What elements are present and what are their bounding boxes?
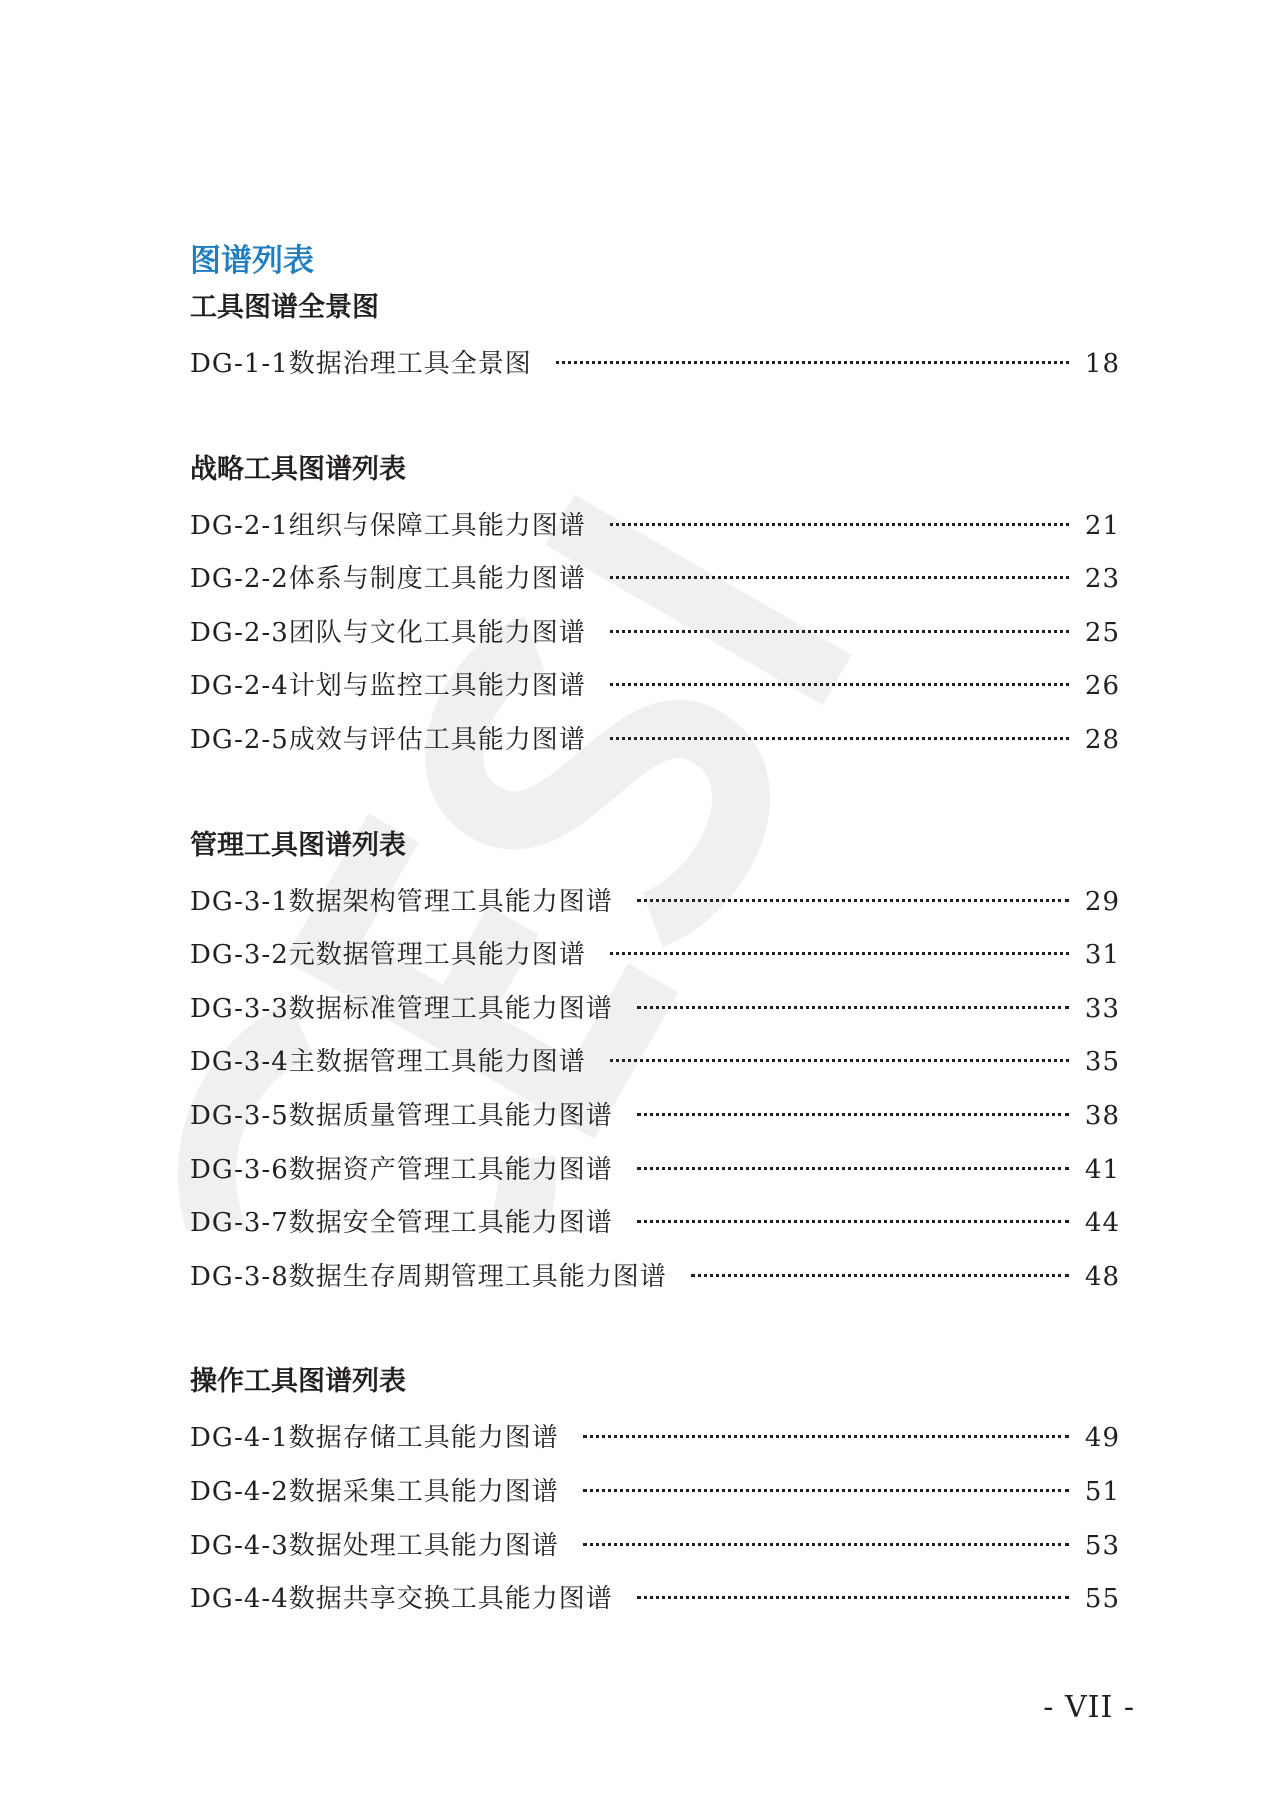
toc-entry[interactable] [190,1520,1120,1574]
toc-section [190,288,1120,392]
toc-entry[interactable] [190,876,1120,930]
toc-entry-label: DG-2-3团队与文化工具能力图谱 [190,617,586,648]
toc-section [190,826,1120,1305]
toc-entry-page: 53 [1084,1530,1120,1561]
toc-entry[interactable] [190,338,1120,392]
toc-section [190,1362,1120,1626]
toc-entry-label: DG-3-7数据安全管理工具能力图谱 [190,1208,613,1239]
dot-leader [637,1220,1069,1223]
toc-entry-label: DG-3-3数据标准管理工具能力图谱 [190,993,613,1024]
toc-entry-label: DG-3-4主数据管理工具能力图谱 [190,1047,586,1078]
toc-entry-page: 28 [1084,724,1120,755]
toc-entry-label: DG-1-1数据治理工具全景图 [190,349,532,379]
section-heading: 工具图谱全景图 [190,292,379,323]
dot-leader [583,1543,1069,1546]
dot-leader [610,630,1069,633]
dot-leader [583,1435,1069,1438]
toc-entry-label: DG-3-8数据生存周期管理工具能力图谱 [190,1261,667,1292]
section-heading: 管理工具图谱列表 [190,829,406,861]
toc-entry-label: DG-3-1数据架构管理工具能力图谱 [190,886,613,917]
toc-entry-page: 25 [1084,617,1120,648]
toc-content [190,238,1120,1627]
section-heading: 战略工具图谱列表 [190,453,406,485]
toc-entry-page: 49 [1084,1423,1120,1454]
dot-leader [610,523,1069,526]
toc-entry[interactable] [190,1036,1120,1090]
toc-list [190,500,1120,768]
toc-entry[interactable] [190,1090,1120,1144]
dot-leader [637,899,1069,902]
dot-leader [637,1167,1069,1170]
toc-entry-label: DG-2-4计划与监控工具能力图谱 [190,671,586,702]
toc-entry[interactable] [190,983,1120,1037]
toc-entry[interactable] [190,660,1120,714]
dot-leader [637,1006,1069,1009]
toc-entry-page: 29 [1084,886,1120,917]
toc-entry[interactable] [190,553,1120,607]
toc-entry-page: 21 [1084,510,1120,541]
page-number: - VII - [1043,1690,1135,1725]
toc-entry-page: 31 [1084,940,1120,971]
toc-entry-label: DG-3-2元数据管理工具能力图谱 [190,940,586,971]
toc-entry-page: 51 [1084,1476,1120,1507]
toc-list [190,338,1120,392]
toc-entry-label: DG-4-4数据共享交换工具能力图谱 [190,1584,613,1615]
toc-sections [190,288,1120,1627]
toc-entry-page: 33 [1084,993,1120,1024]
dot-leader [610,737,1069,740]
toc-entry[interactable] [190,607,1120,661]
toc-list [190,876,1120,1305]
toc-entry-label: DG-3-5数据质量管理工具能力图谱 [190,1100,613,1131]
toc-entry-page: 38 [1084,1100,1120,1131]
section-heading: 操作工具图谱列表 [190,1366,406,1398]
dot-leader [691,1274,1069,1277]
toc-section [190,450,1120,768]
dot-leader [610,1059,1069,1062]
toc-entry-label: DG-4-3数据处理工具能力图谱 [190,1530,559,1561]
dot-leader [583,1489,1069,1492]
toc-entry-label: DG-2-1组织与保障工具能力图谱 [190,510,586,541]
dot-leader [610,683,1069,686]
toc-entry[interactable] [190,1573,1120,1627]
toc-entry-page: 35 [1084,1047,1120,1078]
dot-leader [637,1596,1069,1599]
toc-entry-page: 44 [1084,1208,1120,1239]
toc-entry-label: DG-2-2体系与制度工具能力图谱 [190,564,586,595]
toc-entry-page: 48 [1084,1261,1120,1292]
toc-entry[interactable] [190,1412,1120,1466]
toc-entry-label: DG-4-1数据存储工具能力图谱 [190,1423,559,1454]
toc-entry-page: 26 [1084,671,1120,702]
toc-entry[interactable] [190,500,1120,554]
toc-entry-page: 18 [1084,349,1120,379]
toc-entry-page: 23 [1084,564,1120,595]
toc-entry-page: 41 [1084,1154,1120,1185]
dot-leader [556,361,1069,364]
toc-entry[interactable] [190,1251,1120,1305]
toc-entry-label: DG-2-5成效与评估工具能力图谱 [190,724,586,755]
toc-entry[interactable] [190,1197,1120,1251]
toc-list [190,1412,1120,1626]
toc-entry-label: DG-3-6数据资产管理工具能力图谱 [190,1154,613,1185]
toc-entry[interactable] [190,714,1120,768]
toc-entry-label: DG-4-2数据采集工具能力图谱 [190,1476,559,1507]
toc-entry-page: 55 [1084,1584,1120,1615]
dot-leader [610,576,1069,579]
page-title: 图谱列表 [190,243,314,279]
dot-leader [610,952,1069,955]
dot-leader [637,1113,1069,1116]
toc-entry[interactable] [190,929,1120,983]
toc-entry[interactable] [190,1466,1120,1520]
toc-entry[interactable] [190,1144,1120,1198]
